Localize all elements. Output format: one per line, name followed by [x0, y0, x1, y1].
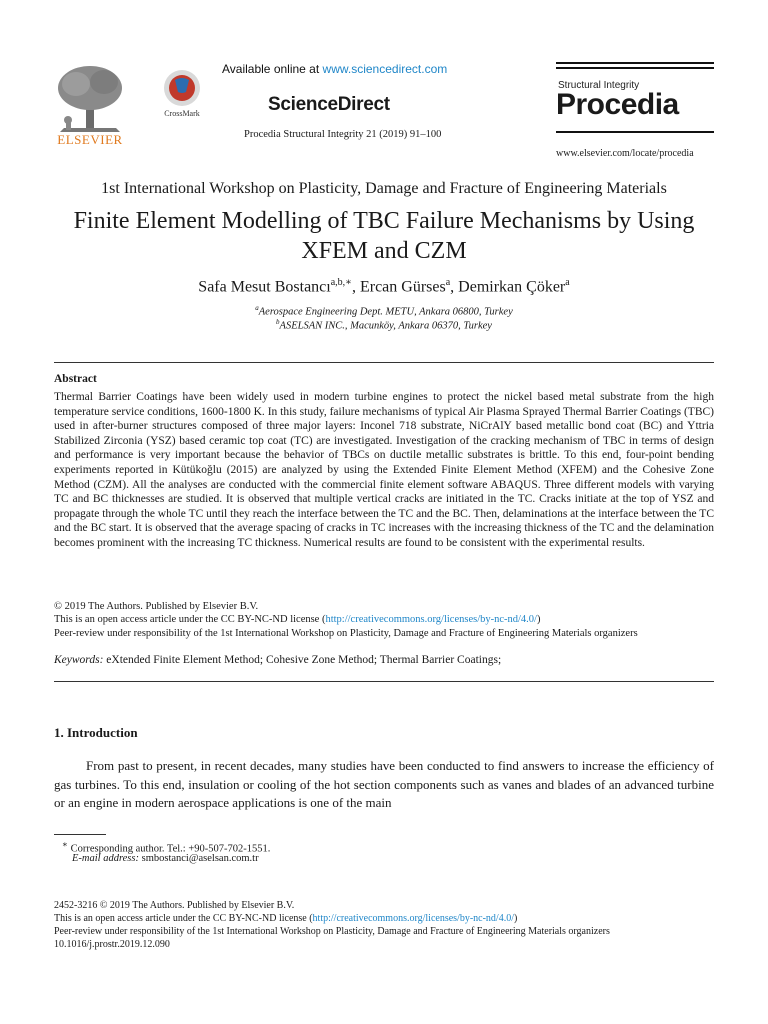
- email-value[interactable]: smbostanci@aselsan.com.tr: [138, 853, 259, 864]
- footnote-marker: ∗: [62, 839, 68, 849]
- author-sup: a: [565, 277, 570, 288]
- open-access-suffix: ): [536, 614, 541, 625]
- open-access-notice: [54, 614, 540, 625]
- procedia-top-rules: [556, 62, 714, 70]
- keywords: [54, 654, 501, 666]
- license-link[interactable]: http://creativecommons.org/licenses/by-nc-nd/4.0/: [325, 614, 537, 625]
- abstract-text: Thermal Barrier Coatings have been widely used in modern turbine engines to protect the nickel based metal substrate from the high temperature service conditions, 1600-1800 K. In this study, failure mechanisms of typical Air Plasma Sprayed Thermal Barrier Coatings (TBC) used in after-burner structures composed of three major layers: Inconel 718 substrate, NiCrAlY based metallic bond coat (BC) and Yttria Stabilized Zirconia (YSZ) based ceramic top coat (TC) are investigated. Investigation of the cracking mechanism of TBC in terms of design and performance is very important because the behavior of TBCs on ductile metallic substrates is brittle. To this end, four-point bending experiments reported in Kütükoğlu (2015) are analyzed by using the Extended Finite Element Method (XFEM) and the Cohesive Zone Method (CZM). All the analyses are conducted with the commercial finite element software ABAQUS. Three different models with varying TC and BC thicknesses are studied. It is observed that multiple vertical cracks are initiated in the TC. Cracks initiate at the top of YSZ and propagate through the whole TC until they reach the interface between the TC and the BC. Then, delaminations at the interface between the TC and the BC start. It is observed that the average spacing of cracks in TC increases with the increasing thickness of the TC and the delamination becomes prominent with the increasing TC thickness. Numerical results are found to be consistent with the experimental results.: [54, 391, 714, 549]
- footnote-text: Corresponding author. Tel.: +90-507-702-1551.: [67, 843, 271, 855]
- sciencedirect-wordmark: ScienceDirect: [268, 94, 390, 115]
- divider: [54, 362, 714, 363]
- affiliation-text: Aerospace Engineering Dept. METU, Ankara 06800, Turkey: [258, 306, 513, 318]
- open-access-prefix: This is an open access article under the CC BY-NC-ND license (: [54, 614, 326, 625]
- keywords-label: Keywords:: [54, 654, 104, 666]
- peer-review: Peer-review under responsibility of the 1st International Workshop on Plasticity, Damage and Fracture of Engineering Materials organizers: [54, 628, 638, 639]
- procedia-bottom-rule: [556, 131, 714, 133]
- affiliation-text: ASELSAN INC., Macunköy, Ankara 06370, Turkey: [279, 320, 492, 332]
- author-name: Ercan Gürses: [359, 278, 446, 296]
- intro-text: [54, 757, 714, 813]
- author-sep: ,: [450, 278, 459, 296]
- procedia-subtitle: Structural Integrity: [558, 80, 640, 91]
- elsevier-wordmark: ELSEVIER: [57, 132, 123, 147]
- bottom-open-access: [54, 913, 517, 924]
- author-name: Safa Mesut Bostancı: [198, 278, 331, 296]
- affiliation-sup: b: [276, 318, 280, 326]
- bottom-open-access-prefix: This is an open access article under the CC BY-NC-ND license (: [54, 913, 313, 924]
- affiliation-a: [0, 304, 768, 318]
- elsevier-url[interactable]: www.elsevier.com/locate/procedia: [556, 148, 694, 159]
- bottom-license-link[interactable]: http://creativecommons.org/licenses/by-nc-nd/4.0/: [312, 913, 514, 924]
- author-sep: ,: [351, 278, 360, 296]
- email-label: E-mail address:: [72, 853, 139, 864]
- abstract-heading: Abstract: [54, 373, 97, 385]
- author-sup: a: [445, 277, 451, 288]
- author-name: Demirkan Çöker: [458, 278, 566, 296]
- bottom-peer-review: Peer-review under responsibility of the 1st International Workshop on Plasticity, Damage and Fracture of Engineering Materials organizers: [54, 926, 610, 937]
- keywords-text: eXtended Finite Element Method; Cohesive Zone Method; Thermal Barrier Coatings;: [103, 654, 502, 666]
- crossmark-label: CrossMark: [164, 109, 200, 118]
- section-heading: 1. Introduction: [54, 725, 138, 740]
- journal-citation: Procedia Structural Integrity 21 (2019) 91–100: [244, 129, 442, 140]
- author-sup: a,b,∗: [330, 277, 352, 288]
- divider: [54, 681, 714, 682]
- footnote-rule: [54, 834, 106, 835]
- copyright: © 2019 The Authors. Published by Elsevier B.V.: [54, 601, 259, 612]
- author-list: [0, 277, 768, 296]
- intro-paragraph: From past to present, in recent decades, many studies have been conducted to find answers to increase the efficiency of gas turbines. To this end, insulation or cooling of the hot section components such as vanes and blades of an advanced turbine or an engine in modern aerospace applications is one of the main: [54, 758, 714, 810]
- sciencedirect-link[interactable]: www.sciencedirect.com: [322, 62, 448, 76]
- issn-line: 2452-3216 © 2019 The Authors. Published by Elsevier B.V.: [54, 900, 295, 911]
- affiliation-b: [0, 318, 768, 332]
- procedia-wordmark: Procedia: [556, 88, 679, 121]
- workshop-name: 1st International Workshop on Plasticity, Damage and Fracture of Engineering Materials: [101, 180, 667, 197]
- doi[interactable]: 10.1016/j.prostr.2019.12.090: [54, 939, 170, 950]
- bottom-open-access-suffix: ): [513, 913, 518, 924]
- affiliation-sup: a: [255, 304, 259, 312]
- available-prefix: Available online at: [222, 62, 323, 76]
- paper-title: Finite Element Modelling of TBC Failure Mechanisms by Using XFEM and CZM: [73, 208, 695, 264]
- crossmark-icon[interactable]: [160, 68, 204, 120]
- available-online: [222, 62, 447, 76]
- footnote-email: [72, 853, 259, 864]
